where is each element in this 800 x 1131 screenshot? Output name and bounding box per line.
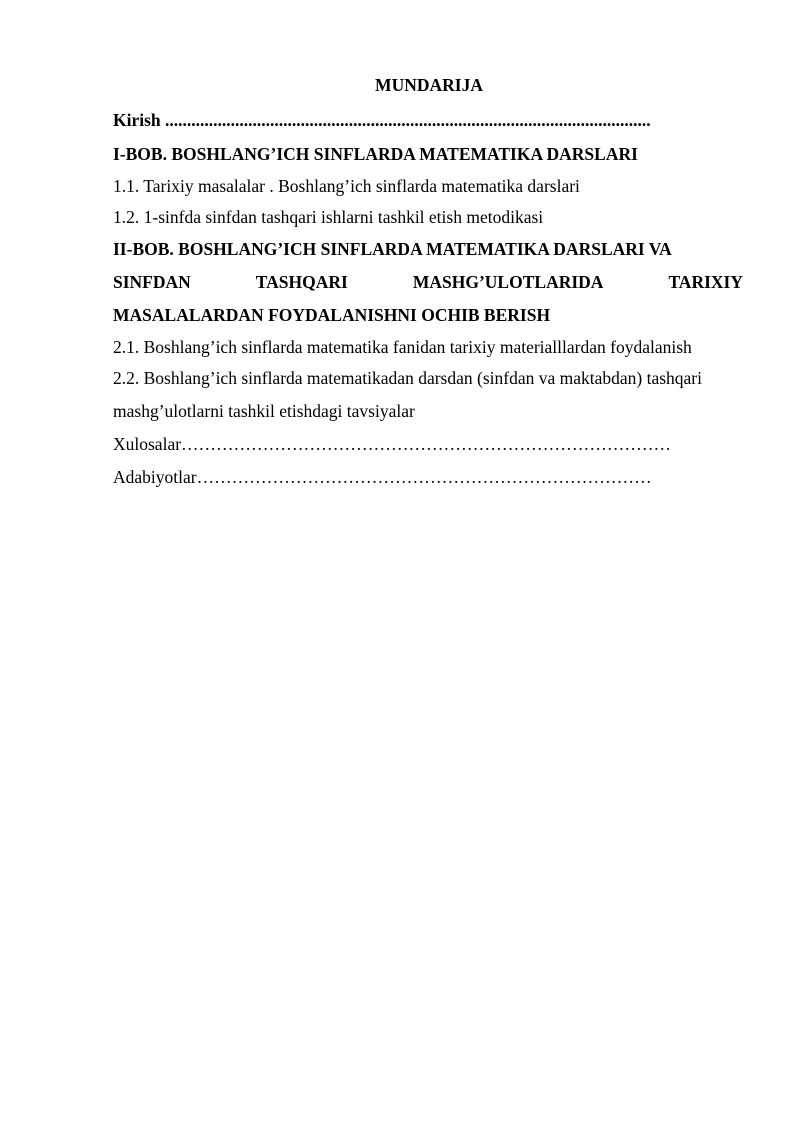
toc-section-2-2-line-1: 2.2. Boshlang’ich sinflarda matematikadan darsdan (sinfdan va maktabdan) tashqari <box>113 368 702 388</box>
toc-entry-xulosalar: Xulosalar………………………………………………………………………… <box>113 434 672 454</box>
chapter-2-word-2: TASHQARI <box>255 272 348 292</box>
chapter-2-word-3: MASHG’ULOTLARIDA <box>412 272 604 292</box>
chapter-2-word-1: SINFDAN <box>113 272 191 292</box>
toc-chapter-2-title-line-1: II-BOB. BOSHLANG’ICH SINFLARDA MATEMATIKA DARSLARI VA <box>113 239 672 259</box>
toc-chapter-2-title-line-2 <box>113 271 743 293</box>
toc-section-1-2: 1.2. 1-sinfda sinfdan tashqari ishlarni tashkil etish metodikasi <box>113 207 544 227</box>
page-title: MUNDARIJA <box>375 75 483 95</box>
toc-chapter-1-title: I-BOB. BOSHLANG’ICH SINFLARDA MATEMATIKA DARSLARI <box>113 144 638 164</box>
toc-section-2-1: 2.1. Boshlang’ich sinflarda matematika fanidan tarixiy materialllardan foydalanish <box>113 337 692 357</box>
toc-entry-adabiyotlar: Adabiyotlar…………………………………………………………………… <box>113 467 652 487</box>
chapter-2-word-4: TARIXIY <box>668 272 743 292</box>
toc-entry-kirish: Kirish ............................................................................................................... <box>113 110 651 130</box>
toc-chapter-2-title-line-3: MASALALARDAN FOYDALANISHNI OCHIB BERISH <box>113 305 551 325</box>
toc-section-1-1: 1.1. Tarixiy masalalar . Boshlang’ich sinflarda matematika darslari <box>113 176 580 196</box>
toc-section-2-2-line-2: mashg’ulotlarni tashkil etishdagi tavsiyalar <box>113 401 415 421</box>
